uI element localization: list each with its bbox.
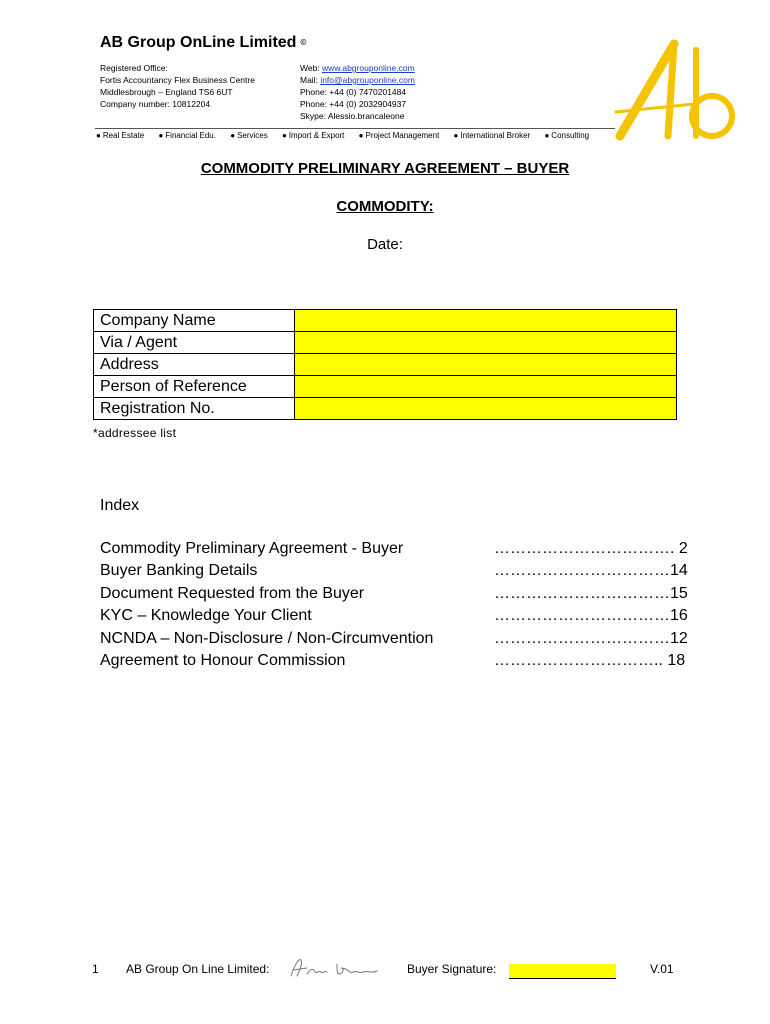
web-link[interactable]: www.abgrouponline.com (322, 63, 415, 73)
table-row (94, 398, 677, 420)
row-label: Company Name (94, 310, 295, 332)
table-row (94, 310, 677, 332)
addressee-note: *addressee list (93, 426, 177, 440)
office-line: Company number: 10812204 (100, 99, 211, 109)
index-item-label: KYC – Knowledge Your Client (100, 607, 312, 625)
service-item: ● Consulting (544, 131, 590, 140)
index-item[interactable] (100, 540, 688, 562)
mail-line: Mail: info@abgrouponline.com (300, 75, 415, 85)
skype-line: Skype: Alessio.brancaleone (300, 111, 405, 121)
document-title: COMMODITY PRELIMINARY AGREEMENT – BUYER (200, 160, 570, 177)
date-label: Date: (367, 236, 403, 253)
index-item-page: ……………………………15 (494, 584, 688, 602)
phone-line: Phone: +44 (0) 2032904937 (300, 99, 407, 109)
index-title: Index (100, 497, 140, 514)
index-item[interactable] (100, 607, 688, 629)
commodity-label: COMMODITY: (336, 198, 434, 215)
buyer-signature-field[interactable] (509, 964, 616, 979)
table-row (94, 332, 677, 354)
table-row (94, 354, 677, 376)
index-item-label: NCNDA – Non-Disclosure / Non-Circumvention (100, 629, 434, 647)
ab-logo-icon (614, 36, 738, 144)
registered-office-block (100, 62, 255, 110)
registration-number-field[interactable] (295, 398, 677, 420)
index-item-label: Document Requested from the Buyer (100, 584, 365, 602)
service-item: ● Real Estate (96, 131, 145, 140)
index-item[interactable] (100, 562, 688, 584)
row-label: Address (94, 354, 295, 376)
row-label: Via / Agent (94, 332, 295, 354)
service-item: ● Financial Edu. (158, 131, 216, 140)
row-label: Person of Reference (94, 376, 295, 398)
copyright-symbol: © (300, 38, 307, 48)
index-item-page: ……………………………16 (494, 607, 688, 625)
person-of-reference-field[interactable] (295, 376, 677, 398)
company-name-field[interactable] (295, 310, 677, 332)
index-item-page: ……………………………12 (494, 629, 688, 647)
index-item-label: Buyer Banking Details (100, 562, 258, 580)
index-item-page: ……………………………14 (494, 562, 688, 580)
address-field[interactable] (295, 354, 677, 376)
office-line: Registered Office: (100, 63, 168, 73)
service-item: ● International Broker (453, 131, 531, 140)
row-label: Registration No. (94, 398, 295, 420)
office-line: Fortis Accountancy Flex Business Centre (100, 75, 255, 85)
phone-line: Phone: +44 (0) 7470201484 (300, 87, 407, 97)
office-line: Middlesbrough – England TS6 6UT (100, 87, 233, 97)
web-line: Web: www.abgrouponline.com (300, 63, 415, 73)
via-agent-field[interactable] (295, 332, 677, 354)
index-item-label: Commodity Preliminary Agreement - Buyer (100, 540, 404, 557)
addressee-table (93, 309, 677, 420)
service-item: ● Services (230, 131, 268, 140)
footer-company-label: AB Group On Line Limited: (126, 962, 270, 976)
index-item-page: ………………………….. 18 (494, 651, 686, 669)
handwritten-signature-icon (287, 956, 382, 980)
index-item[interactable] (100, 584, 688, 607)
table-row (94, 376, 677, 398)
services-list (96, 131, 601, 140)
mail-link[interactable]: info@abgrouponline.com (320, 75, 415, 85)
version-label: V.01 (650, 962, 674, 976)
index-item-label: Agreement to Honour Commission (100, 651, 346, 669)
service-item: ● Import & Export (281, 131, 345, 140)
index-item[interactable] (100, 629, 688, 652)
contact-block (300, 62, 415, 122)
buyer-signature-label: Buyer Signature: (407, 962, 497, 976)
index-item-page: ……………………………. 2 (494, 540, 688, 557)
index-item[interactable] (100, 651, 686, 674)
index-list (100, 540, 688, 674)
company-name: AB Group OnLine Limited © (100, 34, 307, 51)
service-item: ● Project Management (358, 131, 440, 140)
page-number: 1 (92, 962, 99, 976)
header-divider (95, 128, 615, 129)
